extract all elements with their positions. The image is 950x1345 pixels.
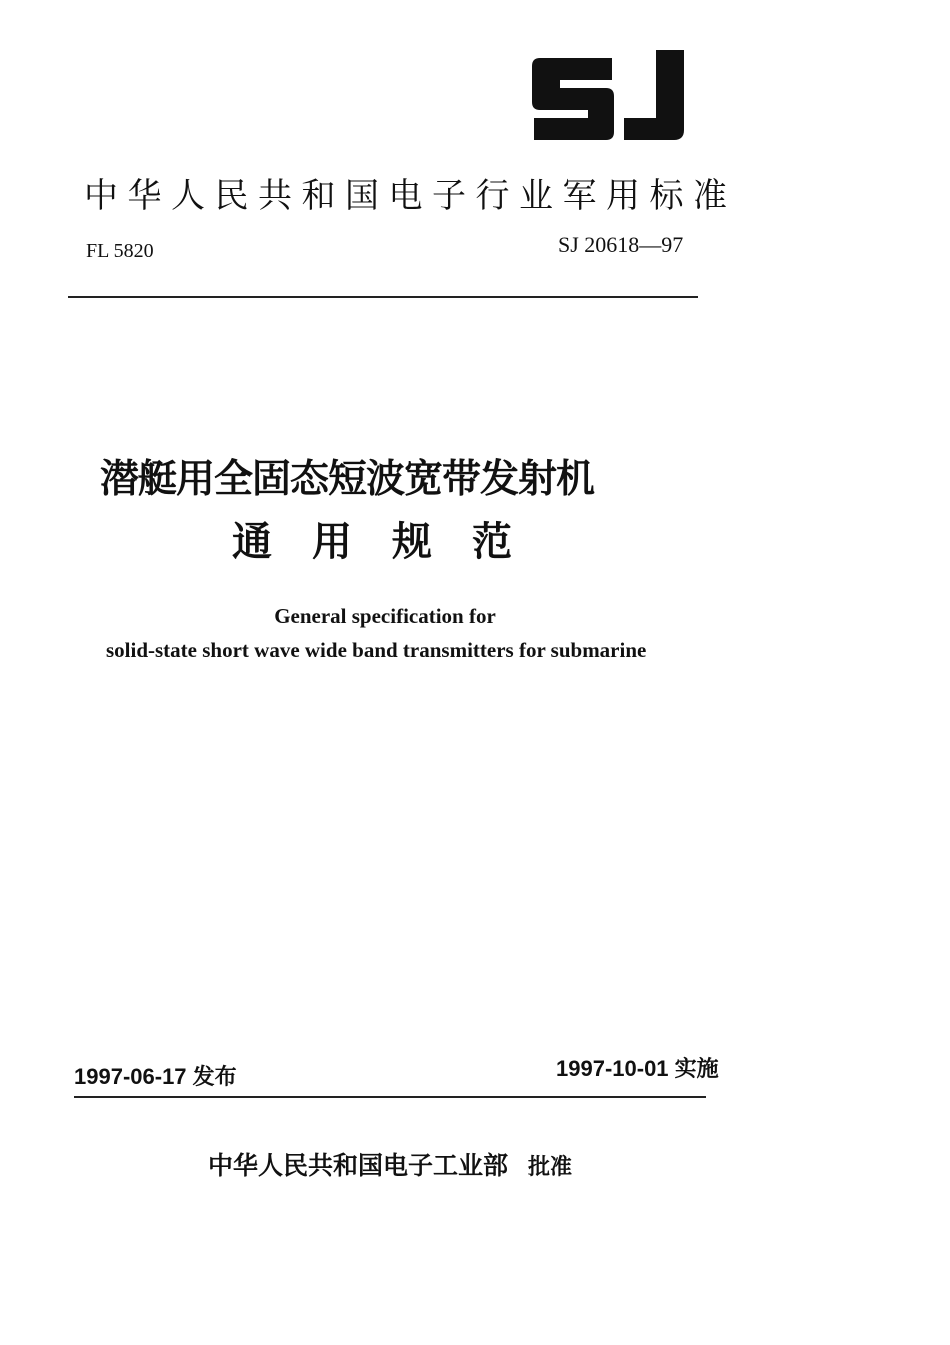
title-zh-line1: 潜艇用全固态短波宽带发射机 [100, 457, 595, 502]
title-zh-line2: 通用规范 [232, 519, 552, 565]
effective-date: 1997-10-01 实施 [556, 1056, 719, 1081]
title-en-line2: solid-state short wave wide band transmitters for submarine [106, 638, 647, 662]
title-en-line1: General specification for [274, 604, 496, 628]
classification-code: FL 5820 [86, 240, 154, 262]
sj-logo-mark [526, 44, 694, 152]
approving-authority: 中华人民共和国电子工业部 [208, 1151, 509, 1180]
standard-number: SJ 20618—97 [558, 232, 684, 257]
footer-divider [74, 1096, 706, 1098]
approval-label: 批准 [528, 1155, 573, 1180]
header-divider [68, 296, 698, 298]
standard-name: 中华人民共和国电子行业军用标准 [84, 176, 737, 216]
publish-date: 1997-06-17 发布 [74, 1064, 237, 1089]
sj-logo [526, 44, 694, 152]
